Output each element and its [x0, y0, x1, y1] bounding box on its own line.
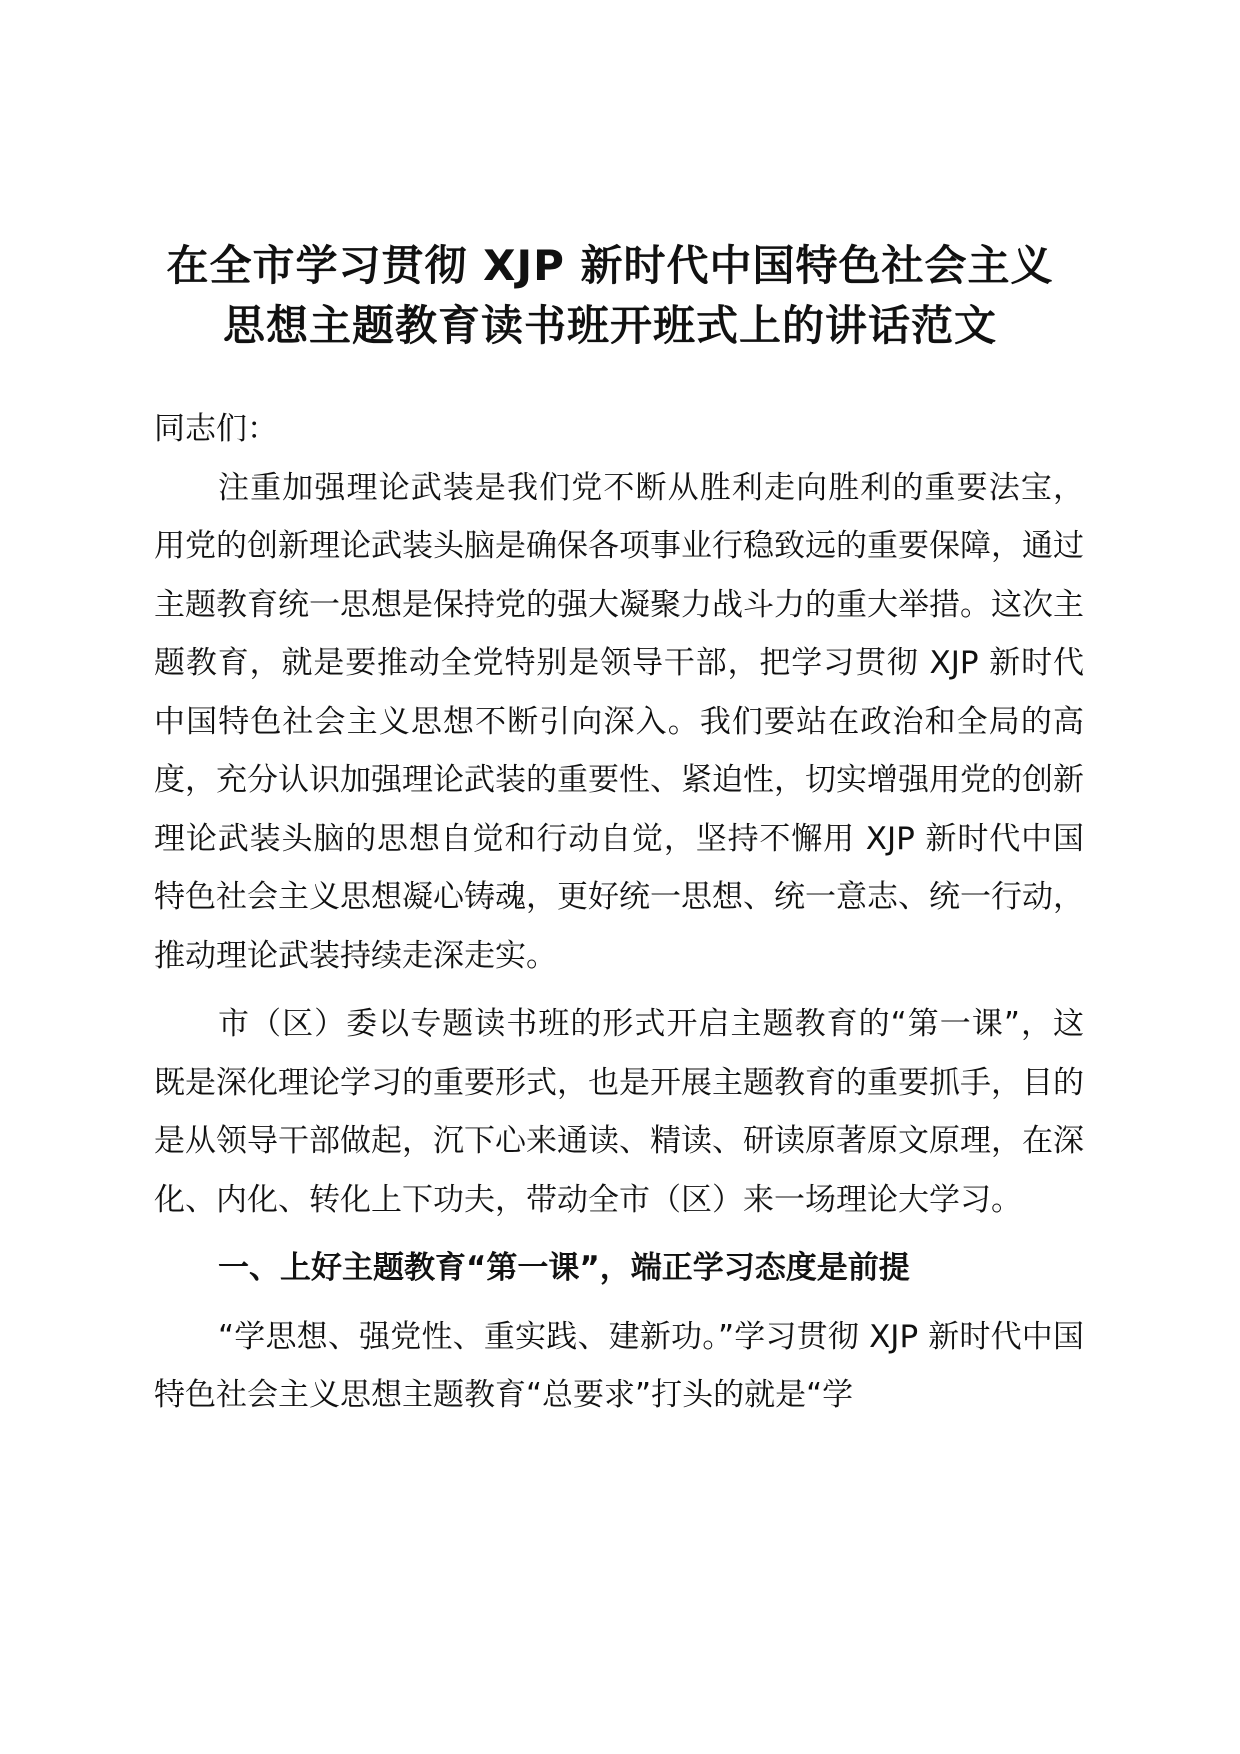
salutation: 同志们：: [154, 411, 278, 447]
title-line-2: 思想主题教育读书班开班式上的讲话范文: [222, 301, 997, 350]
body-paragraph: 注重加强理论武装是我们党不断从胜利走向胜利的重要法宝，用党的创新理论武装头脑是确保各项事业行稳致远的重要保障，通过主题教育统一思想是保持党的强大凝聚力战斗力的重大举措。这次主题教育，就是要推动全党特别是领导干部，把学习贯彻 XJP 新时代中国特色社会主义思想不断引向深入。我们要站在政治和全局的高度，充分认识加强理论武装的重要性、紧迫性，切实增强用党的创新理论武装头脑的思想自觉和行动自觉，坚持不懈用 XJP 新时代中国特色社会主义思想凝心铸魂，更好统一思想、统一意志、统一行动，推动理论武装持续走深走实。: [154, 469, 1084, 974]
document-body: [154, 400, 1084, 1425]
document-title: [140, 236, 1080, 356]
body-paragraph: 市（区）委以专题读书班的形式开启主题教育的“第一课”，这既是深化理论学习的重要形式，也是开展主题教育的重要抓手，目的是从领导干部做起，沉下心来通读、精读、研读原著原文原理，在深化、内化、转化上下功夫，带动全市（区）来一场理论大学习。: [154, 1006, 1084, 1218]
section-heading: 一、上好主题教育“第一课”，端正学习态度是前提: [218, 1250, 910, 1286]
title-line-1: 在全市学习贯彻 XJP 新时代中国特色社会主义: [166, 241, 1054, 290]
section-paragraph: “学思想、强党性、重实践、建新功。”学习贯彻 XJP 新时代中国特色社会主义思想主题教育“总要求”打头的就是“学: [154, 1318, 1084, 1413]
